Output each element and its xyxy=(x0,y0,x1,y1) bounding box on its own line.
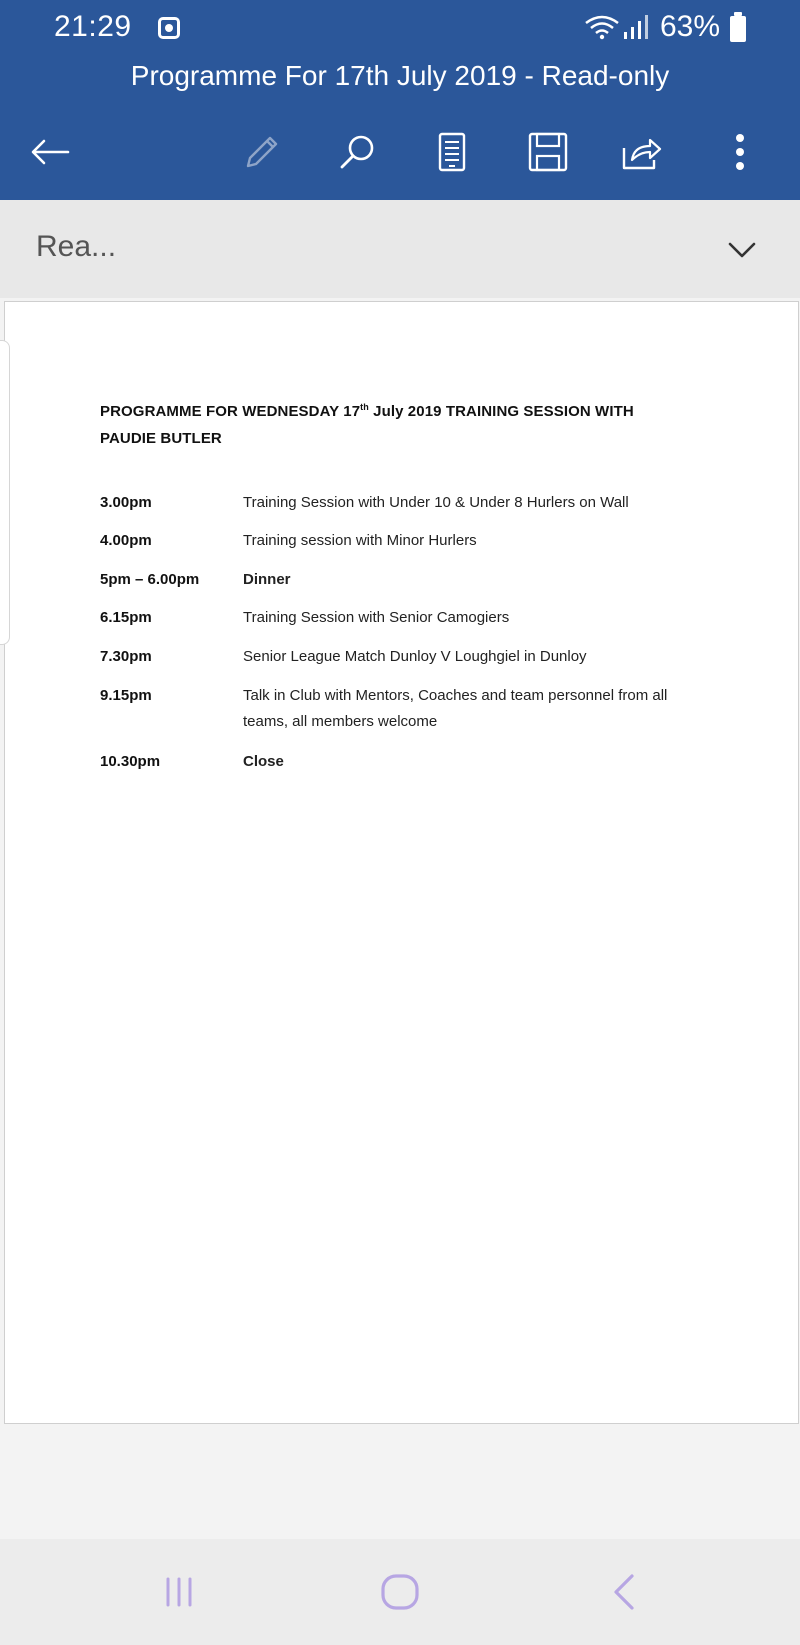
signal-icon xyxy=(622,14,652,40)
heading-text-b: July 2019 TRAINING SESSION WITH xyxy=(368,403,634,420)
schedule-row xyxy=(100,567,740,605)
document-page xyxy=(4,301,799,1424)
back-icon[interactable] xyxy=(600,1567,650,1617)
heading-text-line2: PAUDIE BUTLER xyxy=(100,430,222,447)
schedule-time: 7.30pm xyxy=(100,648,152,665)
wifi-icon xyxy=(584,14,620,40)
reading-view-icon[interactable] xyxy=(428,128,476,176)
pencil-icon[interactable] xyxy=(238,128,286,176)
style-name: Rea... xyxy=(36,230,117,263)
schedule-time: 10.30pm xyxy=(100,753,161,770)
schedule-description: Senior League Match Dunloy V Loughgiel in Dunloy xyxy=(243,648,587,665)
schedule-row xyxy=(100,644,740,683)
recent-apps-icon[interactable] xyxy=(154,1567,204,1617)
schedule-row xyxy=(100,528,740,567)
schedule-time: 3.00pm xyxy=(100,494,152,511)
share-icon[interactable] xyxy=(618,128,666,176)
status-time: 21:29 xyxy=(54,10,132,43)
chevron-down-icon[interactable] xyxy=(722,230,762,270)
search-icon[interactable] xyxy=(334,128,382,176)
schedule-time: 5pm – 6.00pm xyxy=(100,571,200,588)
schedule-description: Close xyxy=(243,753,284,770)
heading-superscript: th xyxy=(360,402,369,412)
system-nav-bar xyxy=(0,1539,800,1645)
battery-percentage: 63% xyxy=(660,10,721,43)
schedule-time: 6.15pm xyxy=(100,609,152,626)
schedule-description: Training Session with Senior Camogiers xyxy=(243,609,510,626)
notification-icon xyxy=(158,17,180,39)
schedule-list xyxy=(100,490,740,787)
more-options-icon[interactable] xyxy=(716,128,764,176)
schedule-description: Talk in Club with Mentors, Coaches and team personnel from all teams, all members welcome xyxy=(243,687,668,730)
schedule-row xyxy=(100,605,740,644)
schedule-row xyxy=(100,749,740,787)
schedule-description: Training session with Minor Hurlers xyxy=(243,532,477,549)
schedule-description: Training Session with Under 10 & Under 8 Hurlers on Wall xyxy=(243,494,629,511)
toolbar xyxy=(0,118,800,182)
schedule-description: Dinner xyxy=(243,571,291,588)
back-arrow-icon[interactable] xyxy=(26,128,74,176)
app-header xyxy=(0,0,800,200)
schedule-time: 9.15pm xyxy=(100,687,152,704)
schedule-time: 4.00pm xyxy=(100,532,152,549)
document-title: Programme For 17th July 2019 - Read-only xyxy=(130,60,670,91)
side-panel-handle[interactable] xyxy=(0,340,10,645)
schedule-row xyxy=(100,683,740,749)
status-bar xyxy=(0,0,800,56)
battery-icon xyxy=(730,16,746,42)
schedule-row xyxy=(100,490,740,528)
save-icon[interactable] xyxy=(524,128,572,176)
document-heading xyxy=(100,398,700,452)
home-icon[interactable] xyxy=(375,1567,425,1617)
style-bar[interactable] xyxy=(0,200,800,298)
heading-text-a: PROGRAMME FOR WEDNESDAY 17 xyxy=(100,403,361,420)
